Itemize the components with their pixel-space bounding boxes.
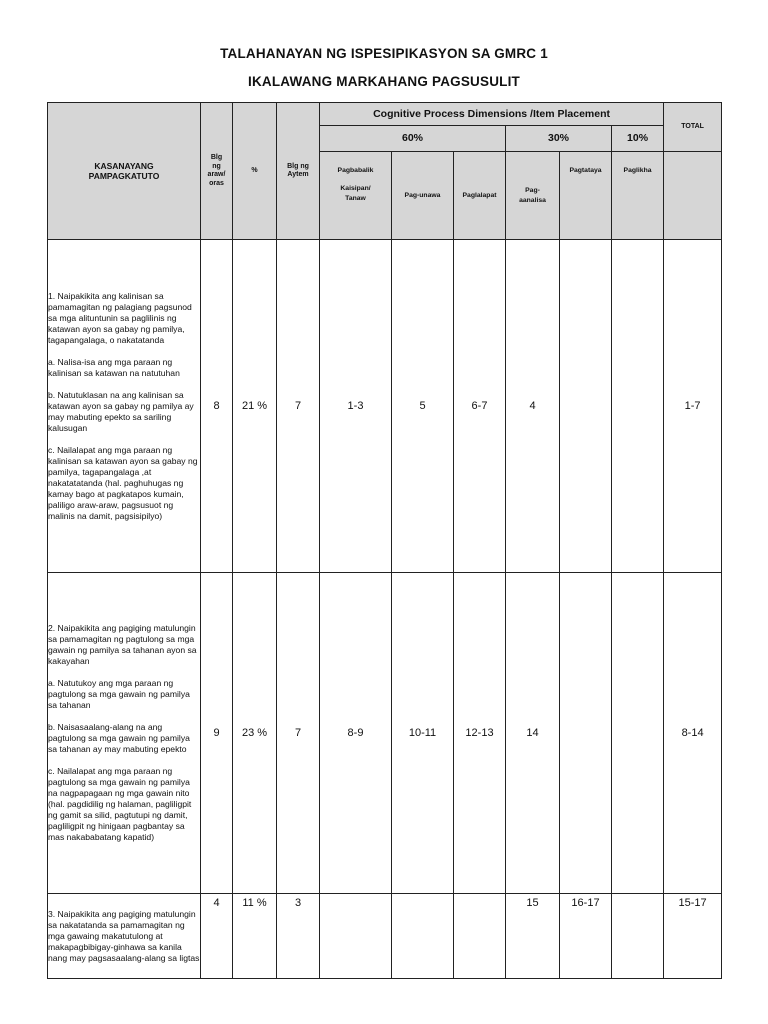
header-days: Blg ng araw/ oras [201, 103, 233, 240]
competency-text: b. Naisasaalang-alang na ang pagtulong sa mga gawain ng pamilya sa tahanan ay may mabuting epekto [48, 722, 190, 754]
percent-cell: 21 % [233, 240, 277, 573]
competency-text: 3. Naipakikita ang pagiging matulungin sa nakatatanda sa pamamagitan ng mga gawaing makatutulong at makapagbibigay-ginhawa sa kanila nang may pagsasaalang-alang sa ligtas [48, 908, 200, 963]
header-pagbabalik [320, 152, 392, 240]
pagtataya-cell: 16-17 [560, 894, 612, 979]
competency-cell [48, 240, 201, 573]
pagtataya-cell [560, 240, 612, 573]
paglalapat-cell: 12-13 [454, 573, 506, 894]
specification-table [47, 102, 722, 979]
table-row [48, 240, 722, 573]
header-10-percent: 10% [612, 126, 664, 152]
competency-text: b. Natutuklasan na ang kalinisan sa katawan ayon sa gabay ng pamilya ay may mabuting epekto sa sariling kalusugan [48, 389, 194, 433]
pag-aanalisa-cell: 14 [506, 573, 560, 894]
percent-cell: 11 % [233, 894, 277, 979]
header-items: Blg ng Aytem [277, 103, 320, 240]
competency-cell [48, 894, 201, 979]
header-paglikha: Paglikha [612, 152, 664, 240]
competency-text: c. Nailalapat ang mga paraan ng pagtulong sa mga gawain ng pamilya na nagpapagaan ng mga gawain nito (hal. pagdidilig ng halaman, pagliligpit ng gamit sa silid, pagtutupi ng damit, pagliligpit ng hinigaan pagbantay sa mas nakababatang kapatid) [48, 766, 192, 842]
competency-text: a. Nalisa-isa ang mga paraan ng kalinisan sa katawan na natutuhan [48, 356, 180, 378]
header-kaisipan-label: Kaisipan/ Tanaw [340, 185, 371, 202]
days-cell: 8 [201, 240, 233, 573]
days-cell: 4 [201, 894, 233, 979]
pag-aanalisa-cell: 15 [506, 894, 560, 979]
header-pag-unawa: Pag-unawa [392, 152, 454, 240]
document-title: TALAHANAYAN NG ISPESIPIKASYON SA GMRC 1 [220, 46, 548, 61]
header-total-blank [664, 152, 722, 240]
paglalapat-cell [454, 894, 506, 979]
pag-aanalisa-cell: 4 [506, 240, 560, 573]
competency-text: 1. Naipakikita ang kalinisan sa pamamagitan ng palagiang pagsunod sa mga alituntunin sa paglilinis ng katawan ayon sa gabay ng pamilya, tagapangalaga, o nakatatanda [48, 290, 192, 345]
table-row [48, 894, 722, 979]
table-row [48, 573, 722, 894]
header-percent: % [233, 103, 277, 240]
total-cell: 1-7 [664, 240, 722, 573]
competency-text: c. Nailalapat ang mga paraan ng kalinisan sa katawan ayon sa gabay ng pamilya, tagapangalaga ,at nakatatatanda (hal. paghuhugas ng kamay bago at pagkatapos kumain, paliligo araw-araw, pagsusuot ng malinis na damit, pagsisipilyo) [48, 444, 198, 521]
total-cell: 8-14 [664, 573, 722, 894]
pagtataya-cell [560, 573, 612, 894]
pag-unawa-cell: 5 [392, 240, 454, 573]
pagbabalik-cell [320, 894, 392, 979]
document-subtitle: IKALAWANG MARKAHANG PAGSUSULIT [248, 74, 520, 89]
competency-text: a. Natutukoy ang mga paraan ng pagtulong sa mga gawain ng pamilya sa tahanan [48, 678, 190, 710]
pag-unawa-cell [392, 894, 454, 979]
header-30-percent: 30% [506, 126, 612, 152]
header-pagtataya: Pagtataya [560, 152, 612, 240]
paglalapat-cell: 6-7 [454, 240, 506, 573]
header-pagbabalik-label: Pagbabalik [337, 167, 374, 174]
header-cognitive-dimensions: Cognitive Process Dimensions /Item Placement [320, 103, 664, 126]
pag-unawa-cell: 10-11 [392, 573, 454, 894]
pagbabalik-cell: 8-9 [320, 573, 392, 894]
header-60-percent: 60% [320, 126, 506, 152]
items-cell: 7 [277, 240, 320, 573]
header-pag-aanalisa: Pag- aanalisa [506, 152, 560, 240]
header-competency: KASANAYANG PAMPAGKATUTO [48, 103, 201, 240]
total-cell: 15-17 [664, 894, 722, 979]
competency-cell [48, 573, 201, 894]
header-paglalapat: Paglalapat [454, 152, 506, 240]
paglikha-cell [612, 240, 664, 573]
paglikha-cell [612, 894, 664, 979]
percent-cell: 23 % [233, 573, 277, 894]
header-total: TOTAL [664, 103, 722, 152]
items-cell: 7 [277, 573, 320, 894]
items-cell: 3 [277, 894, 320, 979]
pagbabalik-cell: 1-3 [320, 240, 392, 573]
paglikha-cell [612, 573, 664, 894]
days-cell: 9 [201, 573, 233, 894]
competency-text: 2. Naipakikita ang pagiging matulungin sa pamamagitan ng pagtulong sa mga gawain ng pamilya sa tahanan ayon sa kakayahan [48, 623, 197, 666]
